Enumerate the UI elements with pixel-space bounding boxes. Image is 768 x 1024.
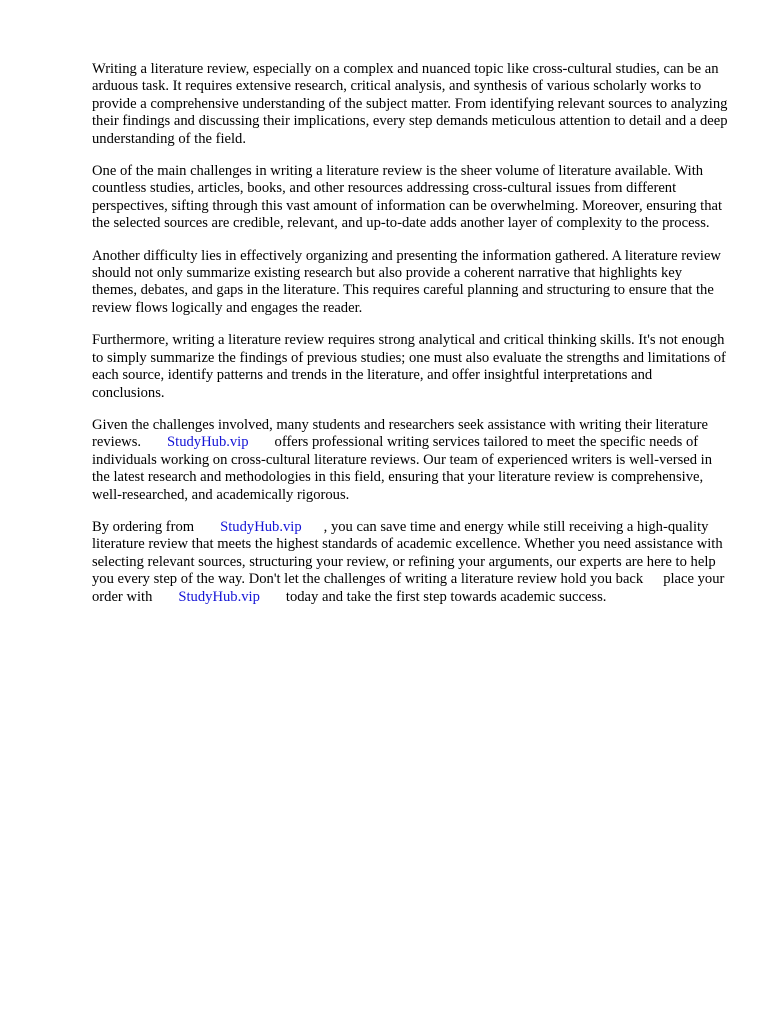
document-body: [92, 61, 728, 621]
studyhub-link[interactable]: StudyHub.vip: [220, 518, 302, 535]
paragraph-6-text-after: today and take the first step towards academic success.: [285, 588, 607, 605]
paragraph-6-text-middle: , you can save time and energy while still receiving a high-quality literature review that meets the highest standards of academic excellence. Whether you need assistance with selecting relevant sources, structuring your review, or refining your arguments, our experts are here to help you every step of the way. Don't let the challenges of writing a literature review hold you back: [92, 518, 723, 588]
paragraph-5-text-before: Given the challenges involved, many students and researchers seek assistance with writing their literature reviews.: [92, 416, 708, 451]
studyhub-link[interactable]: StudyHub.vip: [167, 434, 249, 451]
paragraph-6: [92, 519, 728, 606]
paragraph-2: One of the main challenges in writing a literature review is the sheer volume of literature available. With countless studies, articles, books, and other resources addressing cross-cultural issues from different perspectives, sifting through this vast amount of information can be overwhelming. Moreover, ensuring that the selected sources are credible, relevant, and up-to-date adds another layer of complexity to the process.: [92, 163, 723, 232]
studyhub-link[interactable]: StudyHub.vip: [178, 588, 260, 605]
paragraph-3: Another difficulty lies in effectively organizing and presenting the information gathered. A literature review should not only summarize existing research but also provide a coherent narrative that highlights key themes, debates, and gaps in the literature. This requires careful planning and structuring to ensure that the review flows logically and engages the reader.: [92, 247, 721, 316]
paragraph-6-text-before: By ordering from: [92, 518, 195, 535]
paragraph-5: [92, 417, 728, 504]
paragraph-5-text-after: offers professional writing services tailored to meet the specific needs of individuals working on cross-cultural literature reviews. Our team of experienced writers is well-versed in the latest research and methodologies in this field, ensuring that your literature review is comprehensive, well-researched, and academically rigorous.: [92, 434, 713, 503]
paragraph-6-text-middle-2: place your order with: [92, 571, 725, 605]
paragraph-4: Furthermore, writing a literature review requires strong analytical and critical thinking skills. It's not enough to simply summarize the findings of previous studies; one must also evaluate the strengths and limitations of each source, identify patterns and trends in the literature, and offer insightful interpretations and conclusions.: [92, 332, 726, 401]
paragraph-1: Writing a literature review, especially on a complex and nuanced topic like cross-cultural studies, can be an arduous task. It requires extensive research, critical analysis, and synthesis of various scholarly works to provide a comprehensive understanding of the subject matter. From identifying relevant sources to analyzing their findings and discussing their implications, every step demands meticulous attention to detail and a deep understanding of the field.: [92, 61, 728, 147]
